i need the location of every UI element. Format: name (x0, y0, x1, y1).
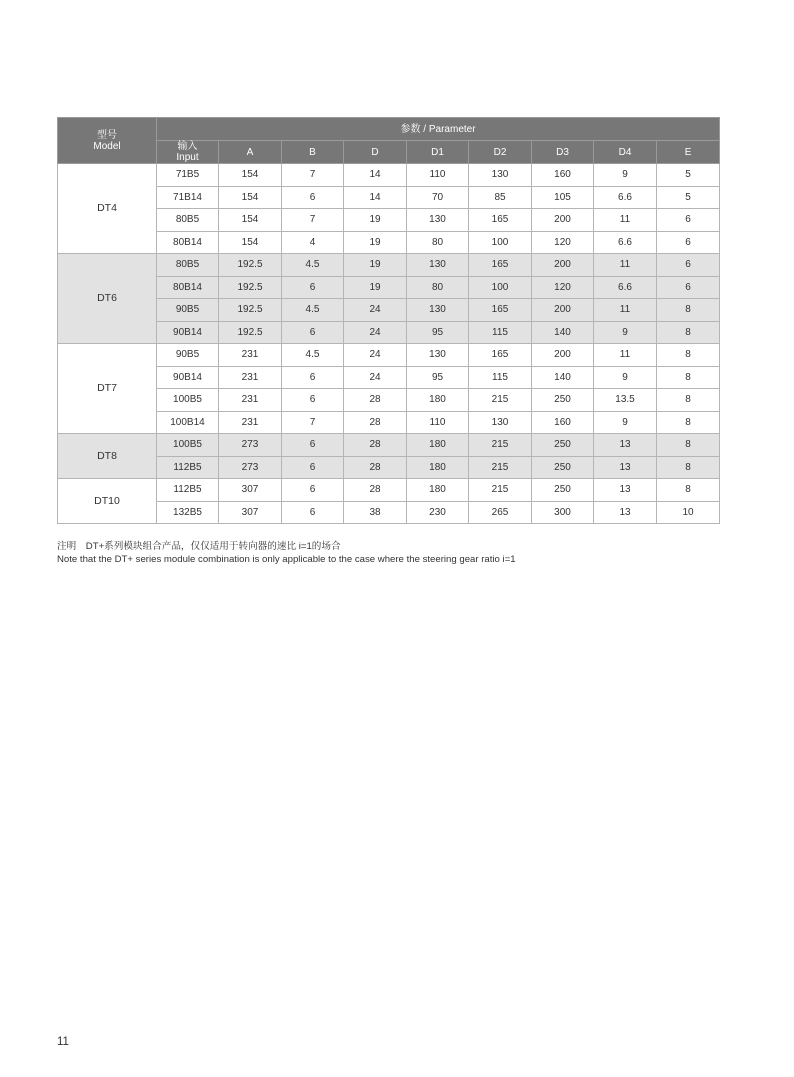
value-cell-d3: 120 (532, 231, 594, 254)
value-cell-d3: 120 (532, 276, 594, 299)
value-cell-e: 6 (657, 231, 720, 254)
value-cell-d1: 80 (407, 231, 469, 254)
value-cell-d: 14 (344, 164, 407, 187)
value-cell-d1: 230 (407, 501, 469, 524)
value-cell-e: 8 (657, 299, 720, 322)
column-header-d1: D1 (407, 141, 469, 164)
value-cell-d2: 215 (469, 456, 532, 479)
value-cell-a: 154 (219, 209, 282, 232)
value-cell-a: 154 (219, 186, 282, 209)
value-cell-d: 19 (344, 254, 407, 277)
value-cell-b: 7 (282, 411, 344, 434)
input-cell: 90B5 (157, 344, 219, 367)
value-cell-d2: 165 (469, 254, 532, 277)
value-cell-b: 4.5 (282, 254, 344, 277)
table-header (58, 118, 720, 164)
value-cell-d1: 180 (407, 456, 469, 479)
input-cell: 71B5 (157, 164, 219, 187)
value-cell-b: 6 (282, 434, 344, 457)
table-row (58, 344, 720, 367)
value-cell-b: 4.5 (282, 344, 344, 367)
value-cell-d2: 130 (469, 164, 532, 187)
value-cell-d: 24 (344, 344, 407, 367)
value-cell-d1: 180 (407, 389, 469, 412)
value-cell-d4: 13.5 (594, 389, 657, 412)
value-cell-d: 24 (344, 321, 407, 344)
model-cell: DT8 (58, 434, 157, 479)
value-cell-d4: 9 (594, 164, 657, 187)
model-group-dt4 (58, 164, 720, 254)
input-header-cn: 输入 (177, 141, 198, 152)
value-cell-d1: 80 (407, 276, 469, 299)
value-cell-d1: 95 (407, 366, 469, 389)
model-group-dt8 (58, 434, 720, 479)
value-cell-d1: 130 (407, 299, 469, 322)
value-cell-d1: 95 (407, 321, 469, 344)
value-cell-a: 231 (219, 366, 282, 389)
value-cell-d3: 250 (532, 434, 594, 457)
value-cell-e: 6 (657, 209, 720, 232)
value-cell-d: 38 (344, 501, 407, 524)
value-cell-d2: 165 (469, 299, 532, 322)
table-row (58, 254, 720, 277)
value-cell-d2: 115 (469, 321, 532, 344)
column-header-e: E (657, 141, 720, 164)
value-cell-d4: 11 (594, 254, 657, 277)
value-cell-d1: 130 (407, 344, 469, 367)
input-cell: 90B14 (157, 366, 219, 389)
table-row (58, 479, 720, 502)
input-cell: 80B14 (157, 276, 219, 299)
value-cell-b: 6 (282, 276, 344, 299)
value-cell-d3: 250 (532, 456, 594, 479)
model-cell: DT6 (58, 254, 157, 344)
value-cell-e: 5 (657, 186, 720, 209)
value-cell-d4: 6.6 (594, 186, 657, 209)
column-header-a: A (219, 141, 282, 164)
value-cell-b: 4 (282, 231, 344, 254)
value-cell-a: 307 (219, 501, 282, 524)
value-cell-a: 192.5 (219, 299, 282, 322)
footnote-en: Note that the DT+ series module combination is only applicable to the case where the steering gear ratio i=1 (57, 554, 516, 565)
value-cell-a: 273 (219, 434, 282, 457)
value-cell-d4: 9 (594, 366, 657, 389)
table-row (58, 231, 720, 254)
value-cell-a: 154 (219, 164, 282, 187)
table-row (58, 366, 720, 389)
value-cell-d3: 140 (532, 366, 594, 389)
value-cell-a: 231 (219, 344, 282, 367)
value-cell-b: 6 (282, 186, 344, 209)
value-cell-b: 6 (282, 501, 344, 524)
table-row (58, 434, 720, 457)
value-cell-d: 19 (344, 231, 407, 254)
input-cell: 100B5 (157, 389, 219, 412)
value-cell-b: 4.5 (282, 299, 344, 322)
value-cell-d3: 160 (532, 411, 594, 434)
value-cell-d4: 9 (594, 411, 657, 434)
value-cell-d4: 6.6 (594, 231, 657, 254)
input-header-en: Input (176, 152, 199, 163)
model-group-dt7 (58, 344, 720, 434)
value-cell-d4: 6.6 (594, 276, 657, 299)
value-cell-d: 28 (344, 389, 407, 412)
value-cell-b: 6 (282, 479, 344, 502)
value-cell-a: 231 (219, 411, 282, 434)
value-cell-a: 231 (219, 389, 282, 412)
model-cell: DT7 (58, 344, 157, 434)
table-row (58, 186, 720, 209)
value-cell-d: 28 (344, 456, 407, 479)
value-cell-d: 24 (344, 366, 407, 389)
value-cell-b: 6 (282, 389, 344, 412)
value-cell-a: 154 (219, 231, 282, 254)
value-cell-d3: 300 (532, 501, 594, 524)
value-cell-d2: 100 (469, 276, 532, 299)
value-cell-d2: 215 (469, 479, 532, 502)
input-cell: 90B14 (157, 321, 219, 344)
value-cell-a: 273 (219, 456, 282, 479)
column-header-d: D (344, 141, 407, 164)
value-cell-d4: 13 (594, 434, 657, 457)
column-header-d4: D4 (594, 141, 657, 164)
table-row (58, 321, 720, 344)
value-cell-b: 6 (282, 366, 344, 389)
value-cell-d: 28 (344, 411, 407, 434)
page-number: 11 (57, 1036, 69, 1048)
value-cell-d3: 200 (532, 254, 594, 277)
input-header (157, 141, 219, 164)
value-cell-d2: 115 (469, 366, 532, 389)
column-header-b: B (282, 141, 344, 164)
table-row (58, 411, 720, 434)
value-cell-e: 8 (657, 434, 720, 457)
input-cell: 100B5 (157, 434, 219, 457)
value-cell-d3: 200 (532, 344, 594, 367)
value-cell-d3: 250 (532, 479, 594, 502)
value-cell-d1: 130 (407, 209, 469, 232)
value-cell-d4: 11 (594, 209, 657, 232)
value-cell-b: 7 (282, 164, 344, 187)
value-cell-d4: 13 (594, 479, 657, 502)
table-row (58, 209, 720, 232)
input-cell: 80B14 (157, 231, 219, 254)
value-cell-d1: 130 (407, 254, 469, 277)
input-cell: 132B5 (157, 501, 219, 524)
model-group-dt6 (58, 254, 720, 344)
value-cell-e: 8 (657, 389, 720, 412)
input-cell: 112B5 (157, 479, 219, 502)
parameter-table (57, 117, 720, 524)
table-row (58, 501, 720, 524)
value-cell-d4: 11 (594, 299, 657, 322)
input-cell: 80B5 (157, 209, 219, 232)
value-cell-a: 192.5 (219, 321, 282, 344)
input-cell: 112B5 (157, 456, 219, 479)
value-cell-d1: 110 (407, 411, 469, 434)
value-cell-d2: 165 (469, 209, 532, 232)
table-row (58, 276, 720, 299)
model-header-en: Model (93, 140, 121, 152)
value-cell-e: 6 (657, 276, 720, 299)
value-cell-e: 8 (657, 411, 720, 434)
value-cell-d: 28 (344, 479, 407, 502)
value-cell-b: 6 (282, 321, 344, 344)
value-cell-d3: 140 (532, 321, 594, 344)
input-cell: 90B5 (157, 299, 219, 322)
footnote-cn: 注明 DT+系列模块组合产品，仅仅适用于转向器的速比 i=1的场合 (57, 541, 341, 552)
model-cell: DT10 (58, 479, 157, 524)
parameter-header: 参数 / Parameter (157, 118, 720, 141)
value-cell-a: 307 (219, 479, 282, 502)
value-cell-d2: 215 (469, 434, 532, 457)
input-cell: 80B5 (157, 254, 219, 277)
value-cell-d3: 160 (532, 164, 594, 187)
column-header-d3: D3 (532, 141, 594, 164)
model-header-cn: 型号 (97, 129, 117, 141)
value-cell-d3: 200 (532, 299, 594, 322)
value-cell-d3: 200 (532, 209, 594, 232)
value-cell-e: 8 (657, 456, 720, 479)
table-row (58, 456, 720, 479)
value-cell-d1: 70 (407, 186, 469, 209)
model-cell: DT4 (58, 164, 157, 254)
value-cell-b: 7 (282, 209, 344, 232)
value-cell-d2: 130 (469, 411, 532, 434)
value-cell-d4: 13 (594, 456, 657, 479)
value-cell-d3: 105 (532, 186, 594, 209)
value-cell-d1: 180 (407, 434, 469, 457)
value-cell-d: 28 (344, 434, 407, 457)
value-cell-e: 8 (657, 479, 720, 502)
value-cell-d1: 110 (407, 164, 469, 187)
value-cell-a: 192.5 (219, 276, 282, 299)
value-cell-e: 6 (657, 254, 720, 277)
value-cell-d: 24 (344, 299, 407, 322)
value-cell-e: 5 (657, 164, 720, 187)
value-cell-d4: 13 (594, 501, 657, 524)
value-cell-d: 19 (344, 276, 407, 299)
value-cell-a: 192.5 (219, 254, 282, 277)
value-cell-d3: 250 (532, 389, 594, 412)
value-cell-d2: 215 (469, 389, 532, 412)
value-cell-e: 8 (657, 321, 720, 344)
column-header-d2: D2 (469, 141, 532, 164)
value-cell-d2: 165 (469, 344, 532, 367)
input-cell: 71B14 (157, 186, 219, 209)
model-header (58, 118, 157, 164)
value-cell-e: 8 (657, 366, 720, 389)
value-cell-d1: 180 (407, 479, 469, 502)
value-cell-d: 19 (344, 209, 407, 232)
model-group-dt10 (58, 479, 720, 524)
footnote (57, 540, 516, 566)
table-row (58, 389, 720, 412)
value-cell-d2: 85 (469, 186, 532, 209)
value-cell-d4: 9 (594, 321, 657, 344)
table-row (58, 299, 720, 322)
value-cell-d: 14 (344, 186, 407, 209)
input-cell: 100B14 (157, 411, 219, 434)
value-cell-d4: 11 (594, 344, 657, 367)
table-row (58, 164, 720, 187)
value-cell-d2: 100 (469, 231, 532, 254)
value-cell-d2: 265 (469, 501, 532, 524)
value-cell-b: 6 (282, 456, 344, 479)
value-cell-e: 10 (657, 501, 720, 524)
value-cell-e: 8 (657, 344, 720, 367)
